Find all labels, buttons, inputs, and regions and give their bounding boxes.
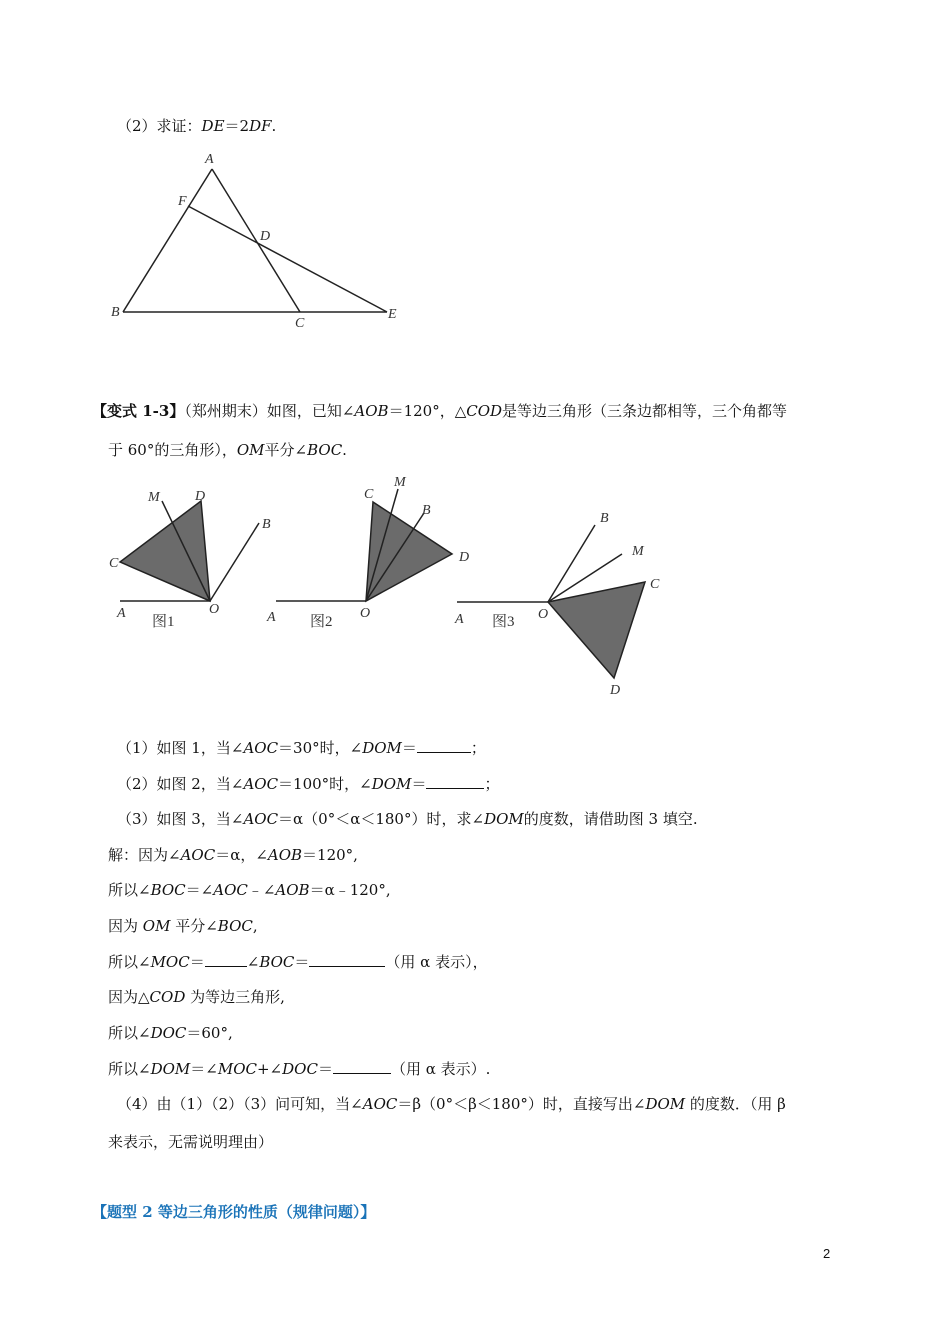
- fig2-caption: 图2: [310, 614, 333, 630]
- solution-line-6: 所以∠DOC＝60°,: [108, 1024, 233, 1042]
- fig3-label-B: B: [600, 511, 609, 526]
- label-E: E: [388, 307, 397, 322]
- answer-blank-3[interactable]: [205, 952, 247, 967]
- triangle-COD-fig3: [548, 582, 645, 678]
- fig3-label-M: M: [632, 544, 644, 559]
- fig1-label-M: M: [148, 490, 160, 505]
- fig1-caption: 图1: [152, 614, 175, 630]
- triangle-COD-fig1: [120, 501, 210, 601]
- fig1-label-B: B: [262, 517, 271, 532]
- fig2-label-D: D: [459, 550, 470, 565]
- label-C: C: [295, 316, 305, 331]
- problem-label: 【变式 1-3】: [92, 402, 185, 420]
- fig1-label-A: A: [117, 606, 126, 621]
- triangle-figure: [100, 148, 420, 333]
- solution-line-1: 解：因为∠AOC＝α，∠AOB＝120°,: [108, 846, 358, 864]
- fig3-caption: 图3: [492, 614, 515, 630]
- fig3-label-O: O: [538, 607, 549, 622]
- segment-AB: [123, 169, 212, 312]
- section-title: 【题型 2 等边三角形的性质（规律问题）】: [92, 1203, 376, 1221]
- answer-blank-4[interactable]: [309, 952, 385, 967]
- fig2-label-C: C: [364, 487, 374, 502]
- angle-figures: [100, 470, 680, 705]
- label-F: F: [178, 194, 187, 209]
- ray-OB-fig1: [210, 523, 259, 601]
- solution-line-4: 所以∠MOC＝ ∠BOC＝ （用 α 表示），: [108, 953, 488, 971]
- solution-line-2: 所以∠BOC＝∠AOC﹣∠AOB＝α﹣120°,: [108, 881, 391, 899]
- problem-line-1: 【变式 1-3】（郑州期末）如图，已知∠AOB＝120°，△COD是等边三角形（三条边都相等，三个角都等: [92, 402, 788, 420]
- question-2: （2）如图 2，当∠AOC＝100°时，∠DOM＝ ；: [117, 775, 500, 793]
- fig3-label-D: D: [610, 683, 621, 698]
- fig2-label-M: M: [394, 475, 406, 490]
- fig2-label-O: O: [360, 606, 371, 621]
- label-D: D: [260, 229, 271, 244]
- solution-line-7: 所以∠DOM＝∠MOC+∠DOC＝ （用 α 表示）.: [108, 1060, 491, 1078]
- fig3-label-C: C: [650, 577, 660, 592]
- fig1-label-C: C: [109, 556, 119, 571]
- answer-blank-2[interactable]: [426, 774, 484, 789]
- answer-blank-5[interactable]: [333, 1059, 391, 1074]
- figure-3: [454, 511, 660, 698]
- segment-AC: [212, 169, 300, 312]
- problem-line-2: 于 60°的三角形），OM平分∠BOC.: [108, 441, 347, 459]
- ray-OB-fig3: [548, 525, 595, 602]
- solution-line-3: 因为 OM 平分∠BOC,: [108, 917, 258, 935]
- question-4-line-1: （4）由（1）（2）（3）问可知，当∠AOC＝β（0°＜β＜180°）时，直接写出∠DOM 的度数．（用 β: [117, 1095, 786, 1113]
- question-3: （3）如图 3，当∠AOC＝α（0°＜α＜180°）时，求∠DOM的度数，请借助图 3 填空.: [117, 810, 698, 828]
- part2-line: （2）求证：DE＝2DF.: [117, 117, 277, 135]
- question-4-line-2: 来表示，无需说明理由）: [108, 1133, 274, 1151]
- segment-FE: [188, 206, 387, 312]
- fig3-label-A: A: [455, 612, 464, 627]
- label-B: B: [111, 305, 120, 320]
- page-number: 2: [823, 1246, 831, 1261]
- solution-line-5: 因为△COD 为等边三角形,: [108, 988, 285, 1006]
- figure-1: [109, 489, 271, 630]
- fig2-label-A: A: [267, 610, 276, 625]
- fig1-label-D: D: [195, 489, 206, 504]
- figure-2: [266, 475, 469, 630]
- triangle-COD-fig2: [366, 502, 452, 601]
- answer-blank-1[interactable]: [417, 738, 471, 753]
- question-1: （1）如图 1，当∠AOC＝30°时，∠DOM＝ ；: [117, 739, 486, 757]
- fig2-label-B: B: [422, 503, 431, 518]
- label-A: A: [205, 152, 214, 167]
- fig1-label-O: O: [209, 602, 220, 617]
